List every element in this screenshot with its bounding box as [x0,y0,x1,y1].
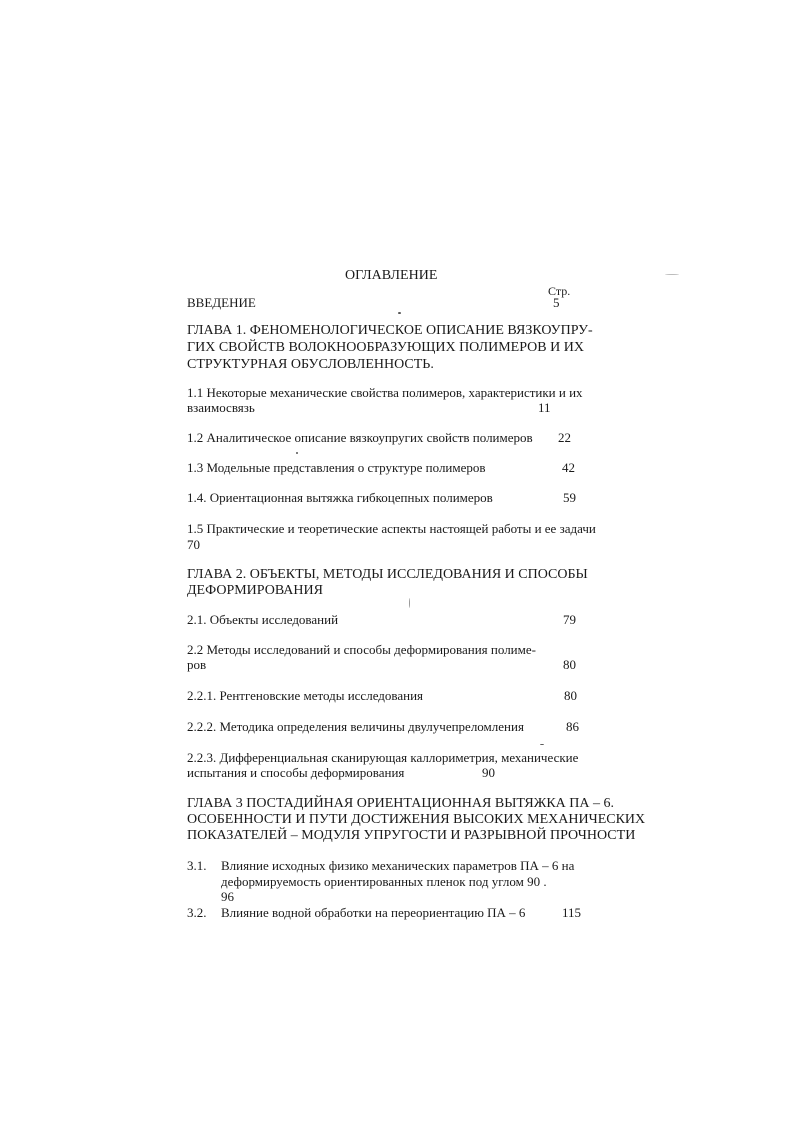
toc-page-1-2: 22 [558,430,571,445]
toc-entry-1-5: 1.5 Практические и теоретические аспекты настоящей работы и ее задачи [187,521,596,536]
toc-entry-2-2-2: 2.2.2. Методика определения величины двулучепреломления [187,719,524,734]
toc-page-intro: 5 [553,295,560,310]
chapter-2-heading-line-2: ДЕФОРМИРОВАНИЯ [187,583,323,598]
toc-page-2-2-2: 86 [566,719,579,734]
toc-page-1-3: 42 [562,460,575,475]
toc-entry-3-1-line-1: Влияние исходных физико механических параметров ПА – 6 на [221,858,575,873]
page-title: ОГЛАВЛЕНИЕ [345,268,438,283]
scan-speck [296,452,298,454]
chapter-1-heading-line-1: ГЛАВА 1. ФЕНОМЕНОЛОГИЧЕСКОЕ ОПИСАНИЕ ВЯЗКОУПРУ- [187,323,593,338]
toc-entry-2-2-3-line-2: испытания и способы деформирования [187,765,405,780]
scan-speck [665,274,679,275]
toc-entry-3-1-line-2: деформируемость ориентированных пленок под углом 90 . [221,874,547,889]
toc-entry-2-2-line-2: ров [187,657,207,672]
toc-entry-3-2-number: 3.2. [187,905,207,920]
toc-entry-3-2: Влияние водной обработки на переориентацию ПА – 6 [221,905,526,920]
toc-page-1-5: 70 [187,537,200,552]
toc-page-3-2: 115 [562,905,582,920]
toc-page-1-1: 11 [538,400,551,415]
toc-entry-2-1: 2.1. Объекты исследований [187,612,339,627]
toc-entry-2-2-1: 2.2.1. Рентгеновские методы исследования [187,688,424,703]
chapter-3-heading-line-1: ГЛАВА 3 ПОСТАДИЙНАЯ ОРИЕНТАЦИОННАЯ ВЫТЯЖКА ПА – 6. [187,796,614,811]
chapter-2-heading-line-1: ГЛАВА 2. ОБЪЕКТЫ, МЕТОДЫ ИССЛЕДОВАНИЯ И СПОСОБЫ [187,567,588,582]
toc-page-2-2: 80 [563,657,576,672]
toc-page-3-1: 96 [221,889,234,904]
toc-entry-2-2-3-line-1: 2.2.3. Дифференциальная сканирующая каллориметрия, механические [187,750,579,765]
chapter-3-heading-line-3: ПОКАЗАТЕЛЕЙ – МОДУЛЯ УПРУГОСТИ И РАЗРЫВНОЙ ПРОЧНОСТИ [187,828,636,843]
chapter-1-heading-line-2: ГИХ СВОЙСТВ ВОЛОКНООБРАЗУЮЩИХ ПОЛИМЕРОВ И ИХ [187,340,584,355]
toc-entry-1-2: 1.2 Аналитическое описание вязкоупругих свойств полимеров [187,430,533,445]
scan-speck [398,312,401,314]
toc-entry-3-1-number: 3.1. [187,858,207,873]
chapter-3-heading-line-2: ОСОБЕННОСТИ И ПУТИ ДОСТИЖЕНИЯ ВЫСОКИХ МЕХАНИЧЕСКИХ [187,812,646,827]
toc-entry-intro: ВВЕДЕНИЕ [187,295,256,310]
page-column-label: Стр. [548,284,571,298]
scan-speck [409,598,410,608]
toc-entry-1-1-line-2: взаимосвязь [187,400,255,415]
toc-entry-2-2-line-1: 2.2 Методы исследований и способы деформирования полиме- [187,642,536,657]
toc-page-2-2-1: 80 [564,688,577,703]
chapter-1-heading-line-3: СТРУКТУРНАЯ ОБУСЛОВЛЕННОСТЬ. [187,357,434,372]
scan-speck [540,744,544,745]
toc-page-2-2-3: 90 [482,765,495,780]
toc-entry-1-3: 1.3 Модельные представления о структуре полимеров [187,460,486,475]
toc-entry-1-1-line-1: 1.1 Некоторые механические свойства полимеров, характеристики и их [187,385,583,400]
toc-page-1-4: 59 [563,490,576,505]
toc-entry-1-4: 1.4. Ориентационная вытяжка гибкоцепных полимеров [187,490,493,505]
toc-page-2-1: 79 [563,612,576,627]
